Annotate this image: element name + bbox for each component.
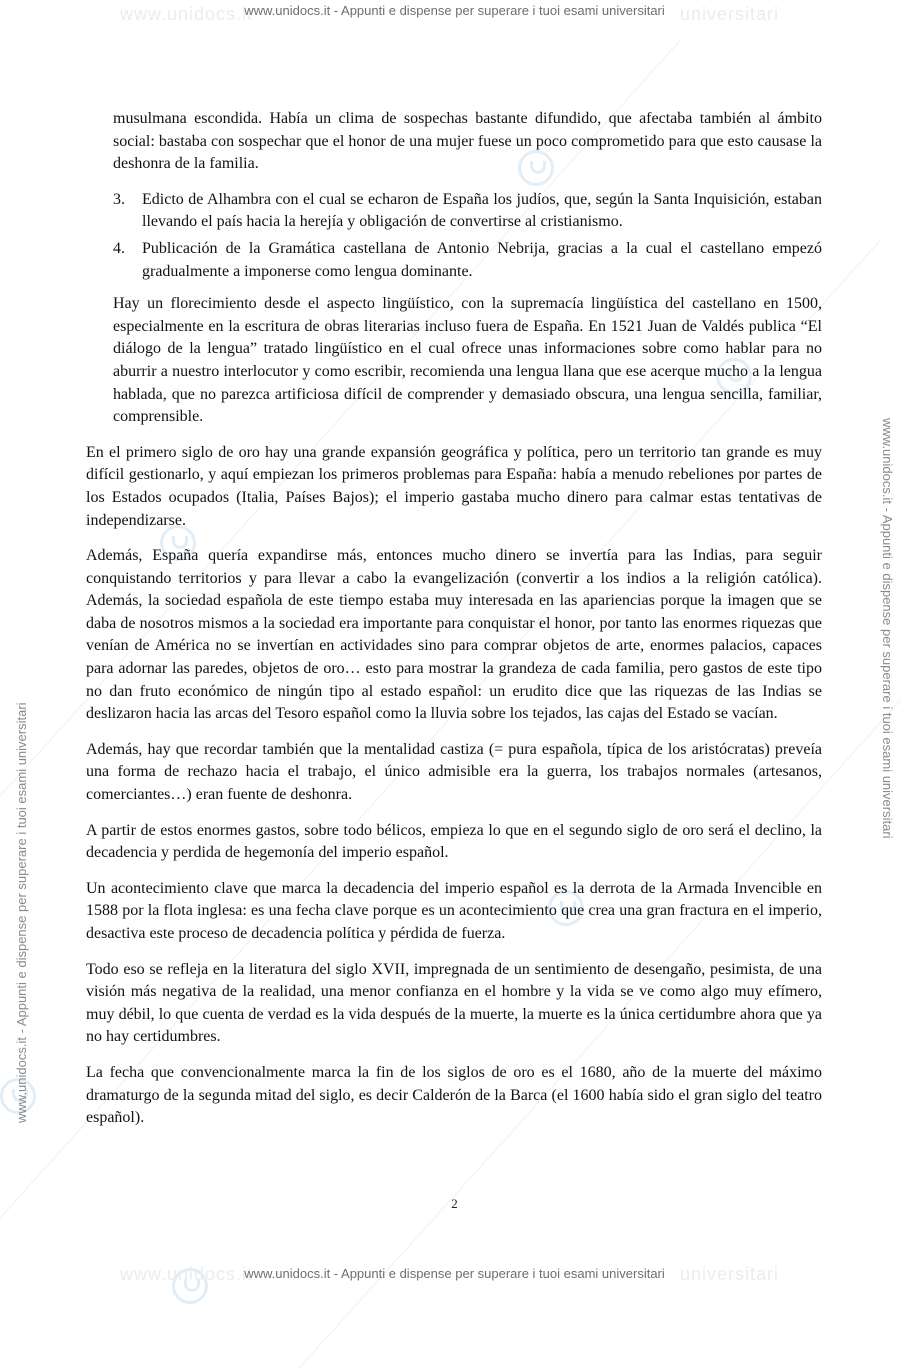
paragraph-continued: musulmana escondida. Había un clima de sospechas bastante difundido, que afectaba también al ámbito social: bastaba con sospechar que el honor de una mujer fuese un poco comprometido para que esto causase la deshonra de la familia.	[113, 110, 822, 173]
page-number: 2	[451, 1196, 458, 1211]
watermark-header[interactable]: www.unidocs.it - Appunti e dispense per superare i tuoi esami universitari	[244, 3, 665, 18]
watermark-ghost-top-right: universitari	[680, 4, 780, 24]
watermark-side-right: www.unidocs.it - Appunti e dispense per superare i tuoi esami universitari	[880, 418, 895, 839]
list-item-text: Publicación de la Gramática castellana de Antonio Nebrija, gracias a la cual el castellano empezó gradualmente a imponerse como lengua dominante.	[142, 239, 822, 280]
list-item	[86, 189, 822, 234]
paragraph: En el primero siglo de oro hay una grande expansión geográfica y política, pero un territorio tan grande es muy difícil gestionarlo, y aquí empiezan los primeros problemas para España: había a menudo rebeliones por partes de los Estados ocupados (Italia, Países Bajos); el imperio gastaba mucho dinero para calmar estas tentativas de independizarse.	[86, 443, 822, 529]
list-item-text: Edicto de Alhambra con el cual se echaron de España los judíos, que, según la Santa Inquisición, estaban llevando el país hacia la herejía y obligación de convertirse al cristianismo.	[142, 190, 822, 231]
paragraph: La fecha que convencionalmente marca la fin de los siglos de oro es el 1680, año de la muerte del máximo dramaturgo de la segunda mitad del siglo, es decir Calderón de la Barca (el 1600 había sido el gran siglo del teatro español).	[86, 1063, 822, 1127]
paragraph: Un acontecimiento clave que marca la decadencia del imperio español es la derrota de la Armada Invencible en 1588 por la flota inglesa: es una fecha clave porque es un acontecimiento que crea una gran fractura en el imperio, desactiva este proceso de decadencia política y pérdida de fuerza.	[86, 879, 822, 942]
paragraph: Además, hay que recordar también que la mentalidad castiza (= pura española, típica de los aristócratas) preveía una forma de rechazo hacia el trabajo, el único admisible era la guerra, los trabajos normales (artesanos, comerciantes…) eran fuente de deshonra.	[86, 740, 822, 804]
list-item	[86, 238, 822, 283]
paragraph: Todo eso se refleja en la literatura del siglo XVII, impregnada de un sentimiento de desengaño, pesimista, de una visión más negativa de la realidad, una menor confianza en el hombre y la vida se ve como algo muy efímero, muy débil, lo que cuenta de verdad es la vida después de la muerte, la muerte es la única certidumbre ahora que ya no hay certidumbres.	[86, 960, 822, 1046]
watermark-ghost-bottom: www.unidocs.it	[120, 1264, 254, 1284]
paragraph: A partir de estos enormes gastos, sobre todo bélicos, empieza lo que en el segundo siglo de oro será el declino, la decadencia y perdida de hegemonía del imperio español.	[86, 821, 822, 862]
document-body	[86, 108, 822, 1143]
list-item-number: 4.	[113, 239, 125, 257]
paragraph: Además, España quería expandirse más, entonces mucho dinero se invertía para las Indias, para seguir conquistando territorios y para llevar a cabo la evangelización (convertir a los indios a la religión católica). Además, la sociedad española de este tiempo estaba muy interesada en las apariencias porque la imagen que se daba de nosotros mismos a la sociedad era importante para conquistar el honor, por tanto las enormes riquezas que venían de América no se invertían en actividades sino para comprar objetos de arte, enormes palacios, capaces para adornar las paredes, objetos de oro… esto para mostrar la grandeza de cada familia, pero gastos de este tipo no dan fruto económico de ningún tipo al estado español: un erudito dice que las riquezas de las Indias se deslizaron hacia las arcas del Tesoro español como la lluvia sobre los tejados, las cajas del Estado se vacían.	[86, 547, 822, 723]
watermark-side-left: www.unidocs.it - Appunti e dispense per superare i tuoi esami universitari	[14, 702, 29, 1123]
watermark-footer[interactable]: www.unidocs.it - Appunti e dispense per superare i tuoi esami universitari	[244, 1266, 665, 1281]
list-item-number: 3.	[113, 190, 125, 208]
watermark-ghost-bottom-right: universitari	[680, 1264, 780, 1284]
paragraph-linguistic: Hay un florecimiento desde el aspecto lingüístico, con la supremacía lingüística del castellano en 1500, especialmente en la escritura de obras literarias incluso fuera de España. En 1521 Juan de Valdés publica “El diálogo de la lengua” tratado lingüístico en el cual ofrece unas informaciones sobre como hablar para no aburrir a nuestro interlocutor y como escribir, recomienda una lengua llana que ese acerque mucho a la lengua hablada, que no parezca artificiosa difícil de comprender y demasiado obscura, una lengua sencilla, familiar, comprensible.	[113, 295, 822, 426]
numbered-list	[86, 189, 822, 283]
watermark-ghost-top: www.unidocs.it	[120, 4, 254, 24]
